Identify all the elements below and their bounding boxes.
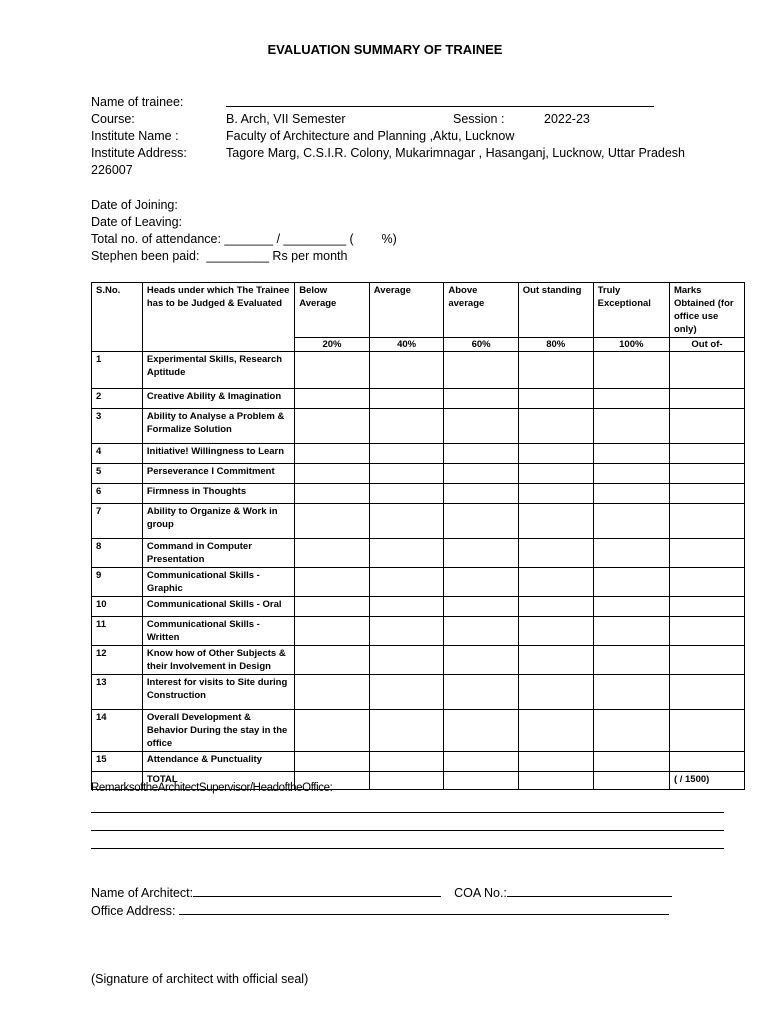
evaluation-table xyxy=(91,282,745,790)
total-outstanding[interactable] xyxy=(518,772,593,790)
remarks-label: RemarksoftheArchitectSupervisor/HeadoftheOffice: xyxy=(91,782,333,794)
cell-above-average[interactable] xyxy=(444,409,518,444)
stipend-line[interactable]: Stephen been paid: _________ Rs per month xyxy=(91,249,348,263)
cell-average[interactable] xyxy=(369,464,444,484)
institute-value: Faculty of Architecture and Planning ,Aktu, Lucknow xyxy=(226,129,515,143)
table-row xyxy=(92,352,745,389)
header-truly-exceptional: Truly Exceptional xyxy=(593,283,669,338)
cell-marks-obtained[interactable] xyxy=(669,464,744,484)
table-row xyxy=(92,444,745,464)
cell-below-average[interactable] xyxy=(295,675,370,710)
cell-outstanding[interactable] xyxy=(518,504,593,539)
attendance-block xyxy=(91,197,397,265)
cell-truly-exceptional[interactable] xyxy=(593,409,669,444)
cell-truly-exceptional[interactable] xyxy=(593,646,669,675)
cell-outstanding[interactable] xyxy=(518,539,593,568)
cell-below-average[interactable] xyxy=(295,352,370,389)
header-below-average: Below Average xyxy=(295,283,370,338)
course-label: Course: xyxy=(91,112,135,126)
row-head: Firmness in Thoughts xyxy=(142,484,294,504)
row-head: Ability to Organize & Work in group xyxy=(142,504,294,539)
table-row xyxy=(92,752,745,772)
row-head: Command in Computer Presentation xyxy=(142,539,294,568)
cell-marks-obtained[interactable] xyxy=(669,710,744,752)
row-number: 6 xyxy=(92,484,143,504)
cell-outstanding[interactable] xyxy=(518,646,593,675)
cell-outstanding[interactable] xyxy=(518,568,593,597)
coa-label: COA No.: xyxy=(454,886,507,900)
row-head: Interest for visits to Site during Construction xyxy=(142,675,294,710)
cell-above-average[interactable] xyxy=(444,504,518,539)
cell-average[interactable] xyxy=(369,484,444,504)
table-row xyxy=(92,484,745,504)
cell-truly-exceptional[interactable] xyxy=(593,710,669,752)
cell-truly-exceptional[interactable] xyxy=(593,539,669,568)
cell-truly-exceptional[interactable] xyxy=(593,568,669,597)
cell-below-average[interactable] xyxy=(295,597,370,617)
cell-below-average[interactable] xyxy=(295,484,370,504)
cell-below-average[interactable] xyxy=(295,617,370,646)
row-head: Communicational Skills - Written xyxy=(142,617,294,646)
cell-above-average[interactable] xyxy=(444,617,518,646)
table-row xyxy=(92,675,745,710)
cell-below-average[interactable] xyxy=(295,539,370,568)
cell-average[interactable] xyxy=(369,710,444,752)
session-label: Session : xyxy=(453,112,505,126)
cell-below-average[interactable] xyxy=(295,389,370,409)
row-number: 8 xyxy=(92,539,143,568)
row-number: 15 xyxy=(92,752,143,772)
cell-above-average[interactable] xyxy=(444,444,518,464)
cell-outstanding[interactable] xyxy=(518,389,593,409)
remarks-line-3[interactable] xyxy=(91,848,724,849)
row-head: Overall Development & Behavior During the stay in the office xyxy=(142,710,294,752)
cell-outstanding[interactable] xyxy=(518,464,593,484)
cell-average[interactable] xyxy=(369,389,444,409)
cell-above-average[interactable] xyxy=(444,597,518,617)
pct-average: 40% xyxy=(369,338,444,352)
header-marks-obtained: Marks Obtained (for office use only) xyxy=(669,283,744,338)
name-field[interactable] xyxy=(226,94,654,112)
cell-average[interactable] xyxy=(369,617,444,646)
row-number: 12 xyxy=(92,646,143,675)
coa-field[interactable] xyxy=(507,884,672,897)
cell-average[interactable] xyxy=(369,646,444,675)
row-head: Experimental Skills, Research Aptitude xyxy=(142,352,294,389)
cell-marks-obtained[interactable] xyxy=(669,617,744,646)
header-above-average: Above average xyxy=(444,283,518,338)
cell-truly-exceptional[interactable] xyxy=(593,484,669,504)
cell-marks-obtained[interactable] xyxy=(669,444,744,464)
row-number: 1 xyxy=(92,352,143,389)
institute-label: Institute Name : xyxy=(91,129,179,143)
header-average: Average xyxy=(369,283,444,338)
row-head: Know how of Other Subjects & their Involvement in Design xyxy=(142,646,294,675)
cell-above-average[interactable] xyxy=(444,646,518,675)
pct-below: 20% xyxy=(295,338,370,352)
cell-marks-obtained[interactable] xyxy=(669,389,744,409)
cell-truly-exceptional[interactable] xyxy=(593,597,669,617)
header-outstanding: Out standing xyxy=(518,283,593,338)
cell-below-average[interactable] xyxy=(295,568,370,597)
remarks-line-2[interactable] xyxy=(91,830,724,831)
cell-average[interactable] xyxy=(369,409,444,444)
pct-marks: Out of- xyxy=(669,338,744,352)
cell-outstanding[interactable] xyxy=(518,409,593,444)
cell-average[interactable] xyxy=(369,752,444,772)
address-value: Tagore Marg, C.S.I.R. Colony, Mukarimnagar , Hasanganj, Lucknow, Uttar Pradesh xyxy=(226,146,686,160)
cell-truly-exceptional[interactable] xyxy=(593,444,669,464)
cell-average[interactable] xyxy=(369,597,444,617)
cell-outstanding[interactable] xyxy=(518,484,593,504)
cell-above-average[interactable] xyxy=(444,352,518,389)
table-row xyxy=(92,617,745,646)
trainee-info xyxy=(91,94,731,179)
pct-outstanding: 80% xyxy=(518,338,593,352)
attendance-total[interactable]: Total no. of attendance: _______ / _________ ( %) xyxy=(91,232,397,246)
cell-outstanding[interactable] xyxy=(518,444,593,464)
cell-truly-exceptional[interactable] xyxy=(593,752,669,772)
row-head: Initiative! Willingness to Learn xyxy=(142,444,294,464)
cell-above-average[interactable] xyxy=(444,464,518,484)
cell-outstanding[interactable] xyxy=(518,352,593,389)
cell-below-average[interactable] xyxy=(295,464,370,484)
cell-marks-obtained[interactable] xyxy=(669,752,744,772)
cell-below-average[interactable] xyxy=(295,409,370,444)
office-address-row xyxy=(91,902,669,918)
row-head: Creative Ability & Imagination xyxy=(142,389,294,409)
cell-above-average[interactable] xyxy=(444,389,518,409)
total-average[interactable] xyxy=(369,772,444,790)
cell-truly-exceptional[interactable] xyxy=(593,389,669,409)
row-number: 5 xyxy=(92,464,143,484)
cell-below-average[interactable] xyxy=(295,504,370,539)
cell-average[interactable] xyxy=(369,539,444,568)
table-row xyxy=(92,464,745,484)
cell-marks-obtained[interactable] xyxy=(669,675,744,710)
row-head: Attendance & Punctuality xyxy=(142,752,294,772)
total-label: TOTAL xyxy=(142,772,294,790)
total-above[interactable] xyxy=(444,772,518,790)
row-number: 3 xyxy=(92,409,143,444)
architect-name-field[interactable] xyxy=(193,884,441,897)
total-truly[interactable] xyxy=(593,772,669,790)
page-title: EVALUATION SUMMARY OF TRAINEE xyxy=(267,42,503,57)
cell-below-average[interactable] xyxy=(295,646,370,675)
cell-average[interactable] xyxy=(369,675,444,710)
architect-row xyxy=(91,884,672,900)
course-value: B. Arch, VII Semester xyxy=(226,112,346,126)
row-head: Ability to Analyse a Problem & Formalize Solution xyxy=(142,409,294,444)
table-row xyxy=(92,504,745,539)
session-value: 2022-23 xyxy=(544,112,590,126)
cell-truly-exceptional[interactable] xyxy=(593,675,669,710)
total-marks[interactable]: ( / 1500) xyxy=(669,772,744,790)
cell-above-average[interactable] xyxy=(444,675,518,710)
cell-outstanding[interactable] xyxy=(518,710,593,752)
cell-truly-exceptional[interactable] xyxy=(593,504,669,539)
cell-average[interactable] xyxy=(369,444,444,464)
row-number: 14 xyxy=(92,710,143,752)
row-number: 11 xyxy=(92,617,143,646)
row-head: Communicational Skills - Graphic xyxy=(142,568,294,597)
remarks-line-1[interactable] xyxy=(91,812,724,813)
cell-below-average[interactable] xyxy=(295,752,370,772)
leaving-label[interactable]: Date of Leaving: xyxy=(91,215,183,229)
cell-above-average[interactable] xyxy=(444,539,518,568)
row-number: 10 xyxy=(92,597,143,617)
cell-below-average[interactable] xyxy=(295,444,370,464)
pct-truly: 100% xyxy=(593,338,669,352)
cell-marks-obtained[interactable] xyxy=(669,646,744,675)
table-row xyxy=(92,389,745,409)
cell-marks-obtained[interactable] xyxy=(669,539,744,568)
cell-average[interactable] xyxy=(369,352,444,389)
header-heads: Heads under which The Trainee has to be Judged & Evaluated xyxy=(142,283,294,352)
address-pin: 226007 xyxy=(91,163,133,177)
office-address-field[interactable] xyxy=(179,902,669,915)
row-head: Perseverance I Commitment xyxy=(142,464,294,484)
cell-above-average[interactable] xyxy=(444,752,518,772)
cell-average[interactable] xyxy=(369,504,444,539)
name-label: Name of trainee: xyxy=(91,95,184,109)
cell-marks-obtained[interactable] xyxy=(669,597,744,617)
cell-outstanding[interactable] xyxy=(518,617,593,646)
office-address-label: Office Address: xyxy=(91,904,176,918)
cell-average[interactable] xyxy=(369,568,444,597)
table-row xyxy=(92,539,745,568)
cell-above-average[interactable] xyxy=(444,568,518,597)
table-row xyxy=(92,568,745,597)
table-row xyxy=(92,646,745,675)
cell-outstanding[interactable] xyxy=(518,597,593,617)
table-row xyxy=(92,710,745,752)
row-number: 13 xyxy=(92,675,143,710)
table-row xyxy=(92,597,745,617)
cell-truly-exceptional[interactable] xyxy=(593,617,669,646)
cell-marks-obtained[interactable] xyxy=(669,352,744,389)
signature-note: (Signature of architect with official seal) xyxy=(91,972,309,986)
row-number: 2 xyxy=(92,389,143,409)
row-head: Communicational Skills - Oral xyxy=(142,597,294,617)
table-row xyxy=(92,409,745,444)
row-number: 9 xyxy=(92,568,143,597)
cell-outstanding[interactable] xyxy=(518,752,593,772)
cell-marks-obtained[interactable] xyxy=(669,409,744,444)
cell-truly-exceptional[interactable] xyxy=(593,464,669,484)
table-header-row xyxy=(92,283,745,338)
cell-truly-exceptional[interactable] xyxy=(593,352,669,389)
row-number: 7 xyxy=(92,504,143,539)
pct-above: 60% xyxy=(444,338,518,352)
row-number: 4 xyxy=(92,444,143,464)
cell-above-average[interactable] xyxy=(444,710,518,752)
cell-above-average[interactable] xyxy=(444,484,518,504)
cell-marks-obtained[interactable] xyxy=(669,484,744,504)
architect-name-label: Name of Architect: xyxy=(91,886,194,900)
cell-outstanding[interactable] xyxy=(518,675,593,710)
cell-marks-obtained[interactable] xyxy=(669,568,744,597)
cell-marks-obtained[interactable] xyxy=(669,504,744,539)
address-label: Institute Address: xyxy=(91,146,187,160)
joining-label[interactable]: Date of Joining: xyxy=(91,198,178,212)
header-sno: S.No. xyxy=(92,283,143,352)
cell-below-average[interactable] xyxy=(295,710,370,752)
